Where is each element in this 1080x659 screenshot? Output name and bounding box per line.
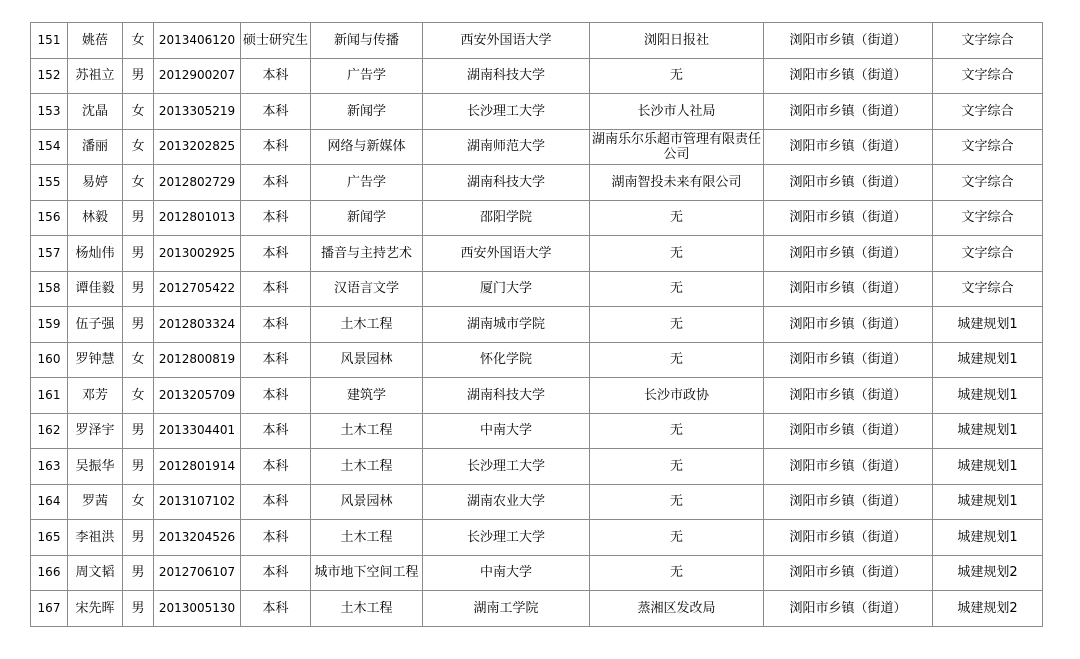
candidate-table xyxy=(30,22,1043,627)
education-cell: 本科 xyxy=(241,449,311,485)
major-cell: 广告学 xyxy=(311,58,423,94)
employer-cell: 无 xyxy=(590,307,764,343)
school-cell: 湖南师范大学 xyxy=(423,129,590,165)
position-cell: 城建规划1 xyxy=(933,449,1043,485)
position-unit-cell: 浏阳市乡镇（街道） xyxy=(764,484,933,520)
row-number: 153 xyxy=(31,94,68,130)
position-cell: 文字综合 xyxy=(933,236,1043,272)
gender-cell: 女 xyxy=(123,165,154,201)
exam-id-cell: 2013002925 xyxy=(154,236,241,272)
name-cell: 李祖洪 xyxy=(68,520,123,556)
row-number: 151 xyxy=(31,23,68,59)
exam-id-cell: 2013107102 xyxy=(154,484,241,520)
gender-cell: 女 xyxy=(123,378,154,414)
employer-cell: 无 xyxy=(590,271,764,307)
major-cell: 城市地下空间工程 xyxy=(311,555,423,591)
row-number: 167 xyxy=(31,591,68,627)
position-unit-cell: 浏阳市乡镇（街道） xyxy=(764,342,933,378)
employer-cell: 长沙市政协 xyxy=(590,378,764,414)
table-row xyxy=(31,129,1043,165)
employer-cell: 无 xyxy=(590,342,764,378)
position-cell: 文字综合 xyxy=(933,23,1043,59)
position-cell: 城建规划1 xyxy=(933,378,1043,414)
position-cell: 城建规划1 xyxy=(933,520,1043,556)
name-cell: 易婷 xyxy=(68,165,123,201)
gender-cell: 男 xyxy=(123,591,154,627)
table-row xyxy=(31,271,1043,307)
school-cell: 厦门大学 xyxy=(423,271,590,307)
exam-id-cell: 2013205709 xyxy=(154,378,241,414)
employer-cell: 无 xyxy=(590,413,764,449)
row-number: 154 xyxy=(31,129,68,165)
school-cell: 西安外国语大学 xyxy=(423,236,590,272)
school-cell: 湖南工学院 xyxy=(423,591,590,627)
position-cell: 城建规划2 xyxy=(933,555,1043,591)
position-unit-cell: 浏阳市乡镇（街道） xyxy=(764,591,933,627)
employer-cell: 无 xyxy=(590,449,764,485)
position-cell: 城建规划1 xyxy=(933,342,1043,378)
exam-id-cell: 2013305219 xyxy=(154,94,241,130)
education-cell: 本科 xyxy=(241,271,311,307)
school-cell: 湖南科技大学 xyxy=(423,58,590,94)
education-cell: 本科 xyxy=(241,165,311,201)
exam-id-cell: 2012803324 xyxy=(154,307,241,343)
table-row xyxy=(31,236,1043,272)
position-cell: 文字综合 xyxy=(933,200,1043,236)
table-row xyxy=(31,378,1043,414)
employer-cell: 无 xyxy=(590,555,764,591)
table-row xyxy=(31,23,1043,59)
major-cell: 汉语言文学 xyxy=(311,271,423,307)
position-unit-cell: 浏阳市乡镇（街道） xyxy=(764,23,933,59)
major-cell: 网络与新媒体 xyxy=(311,129,423,165)
education-cell: 本科 xyxy=(241,94,311,130)
name-cell: 姚蓓 xyxy=(68,23,123,59)
education-cell: 本科 xyxy=(241,520,311,556)
name-cell: 林毅 xyxy=(68,200,123,236)
row-number: 166 xyxy=(31,555,68,591)
school-cell: 中南大学 xyxy=(423,413,590,449)
name-cell: 宋先晖 xyxy=(68,591,123,627)
position-unit-cell: 浏阳市乡镇（街道） xyxy=(764,94,933,130)
major-cell: 土木工程 xyxy=(311,520,423,556)
school-cell: 湖南城市学院 xyxy=(423,307,590,343)
position-cell: 文字综合 xyxy=(933,271,1043,307)
exam-id-cell: 2012705422 xyxy=(154,271,241,307)
table-row xyxy=(31,94,1043,130)
major-cell: 新闻学 xyxy=(311,200,423,236)
exam-id-cell: 2012800819 xyxy=(154,342,241,378)
gender-cell: 男 xyxy=(123,236,154,272)
table-row xyxy=(31,591,1043,627)
exam-id-cell: 2012802729 xyxy=(154,165,241,201)
employer-cell: 无 xyxy=(590,200,764,236)
employer-cell: 长沙市人社局 xyxy=(590,94,764,130)
row-number: 152 xyxy=(31,58,68,94)
row-number: 163 xyxy=(31,449,68,485)
school-cell: 西安外国语大学 xyxy=(423,23,590,59)
major-cell: 土木工程 xyxy=(311,591,423,627)
position-cell: 文字综合 xyxy=(933,94,1043,130)
major-cell: 广告学 xyxy=(311,165,423,201)
table-row xyxy=(31,342,1043,378)
position-cell: 城建规划1 xyxy=(933,484,1043,520)
employer-cell: 无 xyxy=(590,236,764,272)
major-cell: 播音与主持艺术 xyxy=(311,236,423,272)
name-cell: 苏祖立 xyxy=(68,58,123,94)
major-cell: 风景园林 xyxy=(311,342,423,378)
table-row xyxy=(31,165,1043,201)
position-cell: 城建规划1 xyxy=(933,307,1043,343)
major-cell: 土木工程 xyxy=(311,413,423,449)
position-unit-cell: 浏阳市乡镇（街道） xyxy=(764,271,933,307)
position-cell: 文字综合 xyxy=(933,165,1043,201)
gender-cell: 女 xyxy=(123,342,154,378)
name-cell: 罗泽宇 xyxy=(68,413,123,449)
gender-cell: 男 xyxy=(123,307,154,343)
position-unit-cell: 浏阳市乡镇（街道） xyxy=(764,555,933,591)
name-cell: 周文韬 xyxy=(68,555,123,591)
row-number: 159 xyxy=(31,307,68,343)
table-row xyxy=(31,555,1043,591)
exam-id-cell: 2013304401 xyxy=(154,413,241,449)
education-cell: 本科 xyxy=(241,236,311,272)
education-cell: 本科 xyxy=(241,307,311,343)
major-cell: 风景园林 xyxy=(311,484,423,520)
school-cell: 长沙理工大学 xyxy=(423,94,590,130)
position-cell: 文字综合 xyxy=(933,58,1043,94)
row-number: 158 xyxy=(31,271,68,307)
table-row xyxy=(31,484,1043,520)
name-cell: 罗茜 xyxy=(68,484,123,520)
exam-id-cell: 2012801013 xyxy=(154,200,241,236)
row-number: 162 xyxy=(31,413,68,449)
employer-cell: 无 xyxy=(590,484,764,520)
gender-cell: 男 xyxy=(123,520,154,556)
employer-cell: 浏阳日报社 xyxy=(590,23,764,59)
row-number: 165 xyxy=(31,520,68,556)
row-number: 157 xyxy=(31,236,68,272)
school-cell: 湖南科技大学 xyxy=(423,378,590,414)
exam-id-cell: 2013202825 xyxy=(154,129,241,165)
name-cell: 谭佳毅 xyxy=(68,271,123,307)
major-cell: 建筑学 xyxy=(311,378,423,414)
exam-id-cell: 2012900207 xyxy=(154,58,241,94)
employer-cell: 湖南乐尔乐超市管理有限责任公司 xyxy=(590,129,764,165)
table-row xyxy=(31,58,1043,94)
school-cell: 湖南农业大学 xyxy=(423,484,590,520)
position-unit-cell: 浏阳市乡镇（街道） xyxy=(764,378,933,414)
row-number: 164 xyxy=(31,484,68,520)
education-cell: 本科 xyxy=(241,484,311,520)
position-unit-cell: 浏阳市乡镇（街道） xyxy=(764,165,933,201)
table-row xyxy=(31,413,1043,449)
school-cell: 长沙理工大学 xyxy=(423,520,590,556)
gender-cell: 女 xyxy=(123,94,154,130)
position-unit-cell: 浏阳市乡镇（街道） xyxy=(764,307,933,343)
school-cell: 湖南科技大学 xyxy=(423,165,590,201)
employer-cell: 蒸湘区发改局 xyxy=(590,591,764,627)
education-cell: 本科 xyxy=(241,129,311,165)
name-cell: 邓芳 xyxy=(68,378,123,414)
exam-id-cell: 2013005130 xyxy=(154,591,241,627)
position-cell: 文字综合 xyxy=(933,129,1043,165)
education-cell: 硕士研究生 xyxy=(241,23,311,59)
gender-cell: 男 xyxy=(123,449,154,485)
gender-cell: 男 xyxy=(123,413,154,449)
position-unit-cell: 浏阳市乡镇（街道） xyxy=(764,236,933,272)
gender-cell: 男 xyxy=(123,271,154,307)
position-cell: 城建规划1 xyxy=(933,413,1043,449)
row-number: 155 xyxy=(31,165,68,201)
gender-cell: 女 xyxy=(123,484,154,520)
position-unit-cell: 浏阳市乡镇（街道） xyxy=(764,520,933,556)
gender-cell: 男 xyxy=(123,58,154,94)
position-unit-cell: 浏阳市乡镇（街道） xyxy=(764,58,933,94)
table-body xyxy=(31,23,1043,627)
school-cell: 怀化学院 xyxy=(423,342,590,378)
employer-cell: 无 xyxy=(590,520,764,556)
education-cell: 本科 xyxy=(241,58,311,94)
position-unit-cell: 浏阳市乡镇（街道） xyxy=(764,413,933,449)
education-cell: 本科 xyxy=(241,413,311,449)
major-cell: 土木工程 xyxy=(311,449,423,485)
name-cell: 杨灿伟 xyxy=(68,236,123,272)
row-number: 156 xyxy=(31,200,68,236)
row-number: 160 xyxy=(31,342,68,378)
school-cell: 长沙理工大学 xyxy=(423,449,590,485)
exam-id-cell: 2012706107 xyxy=(154,555,241,591)
major-cell: 新闻与传播 xyxy=(311,23,423,59)
gender-cell: 男 xyxy=(123,200,154,236)
exam-id-cell: 2012801914 xyxy=(154,449,241,485)
employer-cell: 无 xyxy=(590,58,764,94)
name-cell: 罗钟慧 xyxy=(68,342,123,378)
employer-cell: 湖南智投未来有限公司 xyxy=(590,165,764,201)
name-cell: 伍子强 xyxy=(68,307,123,343)
education-cell: 本科 xyxy=(241,555,311,591)
education-cell: 本科 xyxy=(241,342,311,378)
gender-cell: 女 xyxy=(123,23,154,59)
name-cell: 吴振华 xyxy=(68,449,123,485)
table-row xyxy=(31,200,1043,236)
education-cell: 本科 xyxy=(241,200,311,236)
major-cell: 土木工程 xyxy=(311,307,423,343)
table-row xyxy=(31,307,1043,343)
position-cell: 城建规划2 xyxy=(933,591,1043,627)
table-row xyxy=(31,520,1043,556)
gender-cell: 女 xyxy=(123,129,154,165)
name-cell: 潘丽 xyxy=(68,129,123,165)
row-number: 161 xyxy=(31,378,68,414)
education-cell: 本科 xyxy=(241,378,311,414)
school-cell: 中南大学 xyxy=(423,555,590,591)
position-unit-cell: 浏阳市乡镇（街道） xyxy=(764,200,933,236)
education-cell: 本科 xyxy=(241,591,311,627)
position-unit-cell: 浏阳市乡镇（街道） xyxy=(764,129,933,165)
position-unit-cell: 浏阳市乡镇（街道） xyxy=(764,449,933,485)
table-row xyxy=(31,449,1043,485)
gender-cell: 男 xyxy=(123,555,154,591)
major-cell: 新闻学 xyxy=(311,94,423,130)
exam-id-cell: 2013406120 xyxy=(154,23,241,59)
exam-id-cell: 2013204526 xyxy=(154,520,241,556)
name-cell: 沈晶 xyxy=(68,94,123,130)
school-cell: 邵阳学院 xyxy=(423,200,590,236)
